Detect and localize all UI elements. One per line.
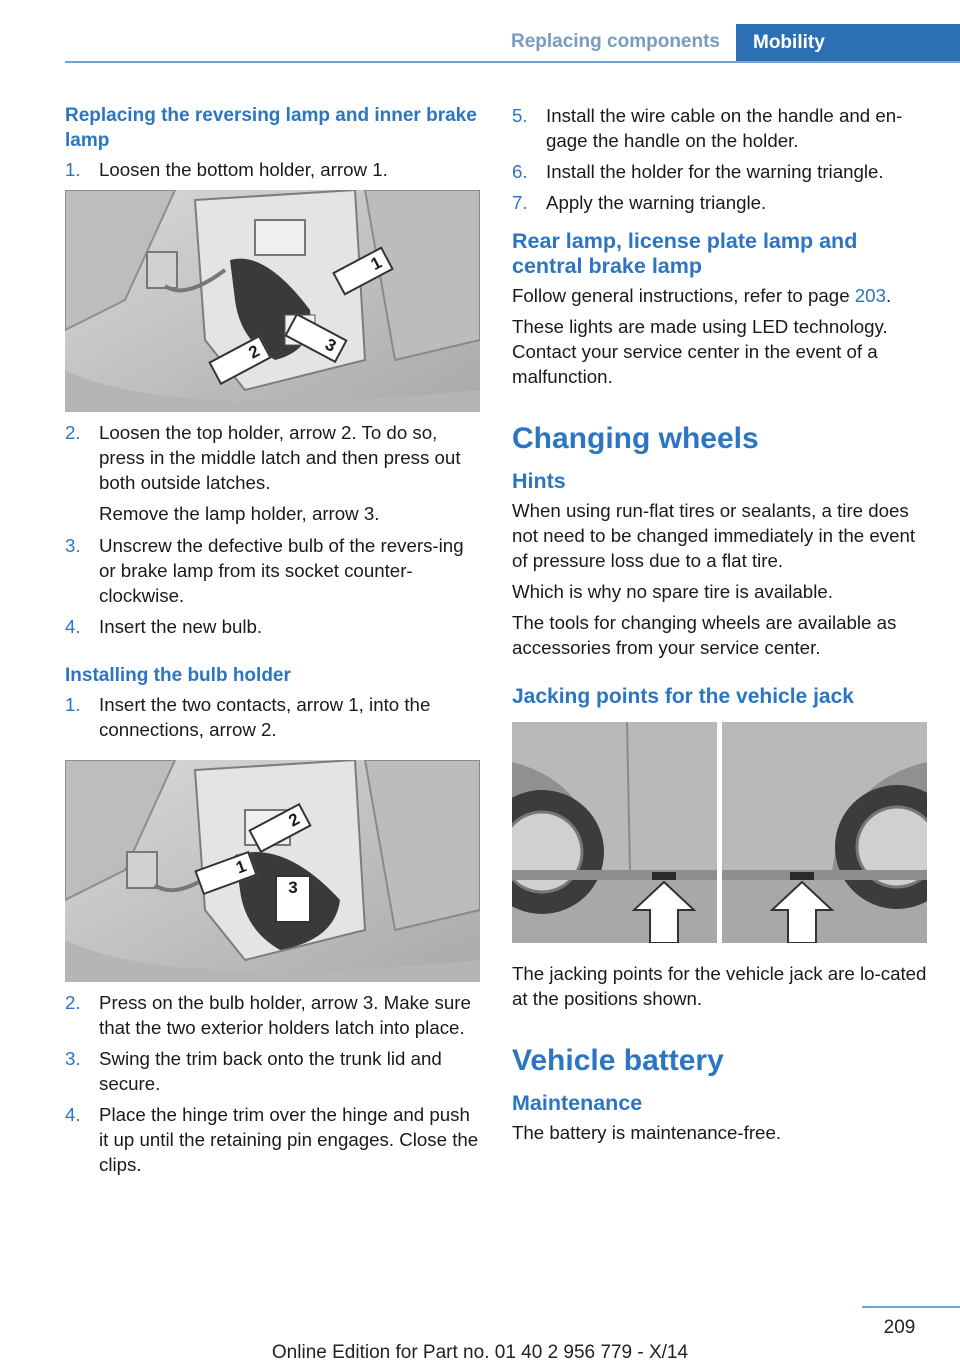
- list-item: [512, 103, 932, 153]
- heading-replacing-reversing-lamp: Replacing the reversing lamp and inner brake lamp: [65, 105, 477, 151]
- step-text: Press on the bulb holder, arrow 3. Make sure that the two exterior holders latch into place.: [99, 992, 471, 1038]
- step-text: Install the wire cable on the handle and en‐gage the handle on the holder.: [546, 105, 903, 151]
- step-text: Unscrew the defective bulb of the revers‐ing or brake lamp from its socket counter‐clockwise.: [99, 535, 464, 606]
- step-number: 4.: [65, 1104, 81, 1125]
- step-text: Loosen the bottom holder, arrow 1.: [99, 159, 388, 180]
- step-number: 2.: [65, 422, 81, 443]
- jacking-points-paragraph: The jacking points for the vehicle jack are lo‐cated at the positions shown.: [512, 963, 927, 1009]
- trunk-illustration-1: [65, 190, 480, 412]
- arrow-label-1: 1: [332, 246, 394, 295]
- heading-installing-bulb-holder: Installing the bulb holder: [65, 665, 291, 686]
- step-number: 2.: [65, 992, 81, 1013]
- step-number: 1.: [65, 694, 81, 715]
- step-text: Insert the two contacts, arrow 1, into the connections, arrow 2.: [99, 694, 431, 740]
- step-text: Swing the trim back onto the trunk lid and secure.: [99, 1048, 442, 1094]
- step-number: 1.: [65, 159, 81, 180]
- heading-changing-wheels: Changing wheels: [512, 422, 759, 455]
- arrow-label-2: 2: [248, 803, 311, 853]
- list-item: [65, 692, 480, 742]
- step-number: 5.: [512, 105, 528, 126]
- step-note: Remove the lamp holder, arrow 3.: [99, 503, 380, 524]
- step-number: 3.: [65, 1048, 81, 1069]
- page-number: 209: [883, 1317, 916, 1338]
- arrow-label-1: 1: [194, 851, 257, 895]
- list-item: [65, 157, 480, 182]
- step-number: 6.: [512, 161, 528, 182]
- hints-paragraph-2: Which is why no spare tire is available.: [512, 581, 833, 602]
- arrow-label-2: 2: [208, 335, 271, 385]
- rear-lamp-text: Follow general instructions, refer to page: [512, 285, 855, 306]
- bulb-holder-install-figure: [65, 760, 480, 982]
- heading-vehicle-battery: Vehicle battery: [512, 1044, 724, 1077]
- left-column: [65, 103, 480, 1183]
- list-item: [65, 420, 480, 495]
- hints-paragraph-3: The tools for changing wheels are available as accessories from your service center.: [512, 612, 897, 658]
- step-text: Install the holder for the warning triangle.: [546, 161, 884, 182]
- trunk-illustration-2: [65, 760, 480, 982]
- heading-rear-lamp: Rear lamp, license plate lamp and central brake lamp: [512, 229, 858, 278]
- step-text: Place the hinge trim over the hinge and push it up until the retaining pin engages. Close the clips.: [99, 1104, 479, 1175]
- heading-hints: Hints: [512, 469, 566, 493]
- list-item: [512, 190, 932, 215]
- right-column: [512, 103, 932, 1151]
- jacking-points-illustration: [512, 722, 927, 943]
- step-text: Loosen the top holder, arrow 2. To do so, press in the middle latch and then press out both outside latches.: [99, 422, 461, 493]
- heading-maintenance: Maintenance: [512, 1091, 643, 1115]
- list-item: [65, 1046, 480, 1096]
- list-item: [512, 159, 932, 184]
- arrow-label-3: 3: [284, 313, 347, 363]
- step-number: 4.: [65, 616, 81, 637]
- maintenance-paragraph: The battery is maintenance-free.: [512, 1122, 782, 1143]
- lamp-holder-removal-figure: [65, 190, 480, 412]
- led-info-paragraph: These lights are made using LED technology. Contact your service center in the event of a malfunction.: [512, 316, 888, 387]
- list-item: [65, 614, 480, 639]
- step-text: Insert the new bulb.: [99, 616, 263, 637]
- step-number: 7.: [512, 192, 528, 213]
- step-text: Apply the warning triangle.: [546, 192, 767, 213]
- rear-lamp-paragraph: Follow general instructions, refer to page 203.: [512, 285, 892, 306]
- footer-edition-text: Online Edition for Part no. 01 40 2 956 779 - X/14: [271, 1342, 689, 1363]
- hints-paragraph-1: When using run-flat tires or sealants, a tire does not need to be changed immediately in the event of pressure loss due to a flat tire.: [512, 500, 916, 571]
- page-reference-link[interactable]: 203: [854, 285, 886, 306]
- step-number: 3.: [65, 535, 81, 556]
- header-divider: [65, 61, 960, 63]
- list-item: [65, 533, 480, 608]
- header-section-title: Replacing components: [510, 31, 720, 52]
- list-item: [65, 1102, 480, 1177]
- header-chapter-tab: Mobility: [736, 24, 960, 62]
- jacking-points-figure: [512, 722, 927, 943]
- heading-jacking-points: Jacking points for the vehicle jack: [512, 685, 854, 708]
- footer-divider: [862, 1306, 960, 1308]
- arrow-label-3: 3: [275, 875, 311, 923]
- list-item: [65, 990, 480, 1040]
